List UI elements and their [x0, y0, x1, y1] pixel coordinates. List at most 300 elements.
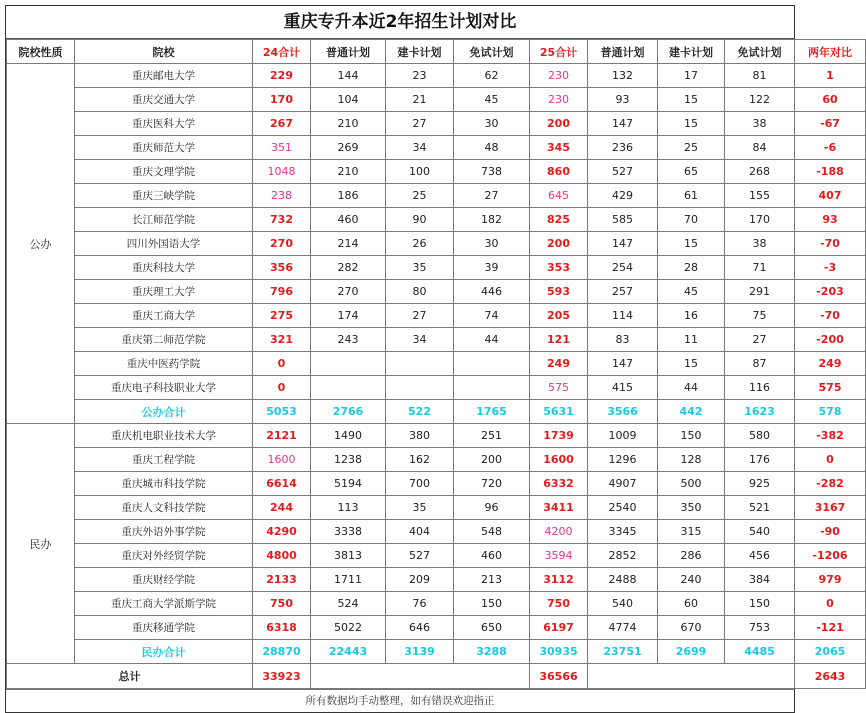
subtotal-value: 522 [386, 400, 454, 424]
total-25: 345 [530, 136, 588, 160]
regular-24: 214 [311, 232, 386, 256]
table-row [7, 568, 866, 592]
diff: -188 [795, 160, 866, 184]
card-25: 670 [658, 616, 725, 640]
diff: 575 [795, 376, 866, 400]
card-25: 15 [658, 232, 725, 256]
regular-25: 2488 [588, 568, 658, 592]
header-cell: 院校 [75, 40, 253, 64]
subtotal-value: 1765 [454, 400, 530, 424]
total-24: 6318 [253, 616, 311, 640]
exempt-25: 122 [725, 88, 795, 112]
exempt-25: 150 [725, 592, 795, 616]
footer-note: 所有数据均手动整理，如有错误欢迎指正 [6, 689, 794, 712]
table-row [7, 616, 866, 640]
total-24: 6614 [253, 472, 311, 496]
school-name: 重庆移通学院 [75, 616, 253, 640]
exempt-24: 200 [454, 448, 530, 472]
regular-24: 282 [311, 256, 386, 280]
regular-24: 270 [311, 280, 386, 304]
school-name: 重庆城市科技学院 [75, 472, 253, 496]
card-24: 527 [386, 544, 454, 568]
total-24: 275 [253, 304, 311, 328]
total-25: 6197 [530, 616, 588, 640]
card-24: 27 [386, 304, 454, 328]
school-name: 重庆科技大学 [75, 256, 253, 280]
exempt-24: 251 [454, 424, 530, 448]
school-name: 重庆文理学院 [75, 160, 253, 184]
diff: -67 [795, 112, 866, 136]
school-name: 重庆工商大学 [75, 304, 253, 328]
diff: -1206 [795, 544, 866, 568]
card-25: 70 [658, 208, 725, 232]
exempt-24 [454, 352, 530, 376]
exempt-25: 753 [725, 616, 795, 640]
diff: -3 [795, 256, 866, 280]
grand-total-row [7, 664, 866, 689]
sheet-title: 重庆专升本近2年招生计划对比 [6, 6, 794, 39]
card-24: 23 [386, 64, 454, 88]
diff: -90 [795, 520, 866, 544]
total-25: 6332 [530, 472, 588, 496]
regular-24: 174 [311, 304, 386, 328]
card-25: 315 [658, 520, 725, 544]
table-row [7, 448, 866, 472]
card-25: 150 [658, 424, 725, 448]
subtotal-value: 3139 [386, 640, 454, 664]
diff: -70 [795, 232, 866, 256]
total-24: 1600 [253, 448, 311, 472]
table-row [7, 136, 866, 160]
exempt-24: 30 [454, 112, 530, 136]
regular-25: 236 [588, 136, 658, 160]
card-25: 128 [658, 448, 725, 472]
regular-25: 429 [588, 184, 658, 208]
total-24: 0 [253, 376, 311, 400]
subtotal-value: 3566 [588, 400, 658, 424]
card-24: 27 [386, 112, 454, 136]
table-row [7, 256, 866, 280]
exempt-25: 38 [725, 232, 795, 256]
regular-25: 254 [588, 256, 658, 280]
diff: 979 [795, 568, 866, 592]
card-24: 80 [386, 280, 454, 304]
diff: 249 [795, 352, 866, 376]
exempt-24: 182 [454, 208, 530, 232]
header-cell: 院校性质 [7, 40, 75, 64]
subtotal-label: 公办合计 [75, 400, 253, 424]
exempt-24: 45 [454, 88, 530, 112]
category-cell: 公办 [7, 64, 75, 424]
total-25: 353 [530, 256, 588, 280]
exempt-24: 650 [454, 616, 530, 640]
regular-25: 83 [588, 328, 658, 352]
card-24: 90 [386, 208, 454, 232]
card-25: 11 [658, 328, 725, 352]
school-name: 重庆理工大学 [75, 280, 253, 304]
total-25: 4200 [530, 520, 588, 544]
table-row [7, 208, 866, 232]
exempt-25: 176 [725, 448, 795, 472]
diff: 60 [795, 88, 866, 112]
regular-25: 2540 [588, 496, 658, 520]
card-25: 500 [658, 472, 725, 496]
card-25: 17 [658, 64, 725, 88]
exempt-25: 38 [725, 112, 795, 136]
card-25: 25 [658, 136, 725, 160]
total-25: 645 [530, 184, 588, 208]
total-25: 200 [530, 232, 588, 256]
card-24: 76 [386, 592, 454, 616]
exempt-25: 84 [725, 136, 795, 160]
header-cell: 25合计 [530, 40, 588, 64]
plan-table [6, 39, 866, 689]
subtotal-value: 28870 [253, 640, 311, 664]
total-24: 4800 [253, 544, 311, 568]
exempt-24 [454, 376, 530, 400]
exempt-25: 87 [725, 352, 795, 376]
school-name: 重庆工商大学派斯学院 [75, 592, 253, 616]
total-25: 200 [530, 112, 588, 136]
exempt-24: 150 [454, 592, 530, 616]
total-24: 0 [253, 352, 311, 376]
school-name: 重庆三峡学院 [75, 184, 253, 208]
school-name: 重庆机电职业技术大学 [75, 424, 253, 448]
total-24: 267 [253, 112, 311, 136]
header-cell: 24合计 [253, 40, 311, 64]
exempt-24: 74 [454, 304, 530, 328]
regular-24: 144 [311, 64, 386, 88]
subtotal-value: 22443 [311, 640, 386, 664]
table-row [7, 352, 866, 376]
school-name: 重庆工程学院 [75, 448, 253, 472]
subtotal-value: 5631 [530, 400, 588, 424]
table-row [7, 376, 866, 400]
diff: -6 [795, 136, 866, 160]
regular-24: 104 [311, 88, 386, 112]
regular-24: 3813 [311, 544, 386, 568]
total-25: 3112 [530, 568, 588, 592]
exempt-25: 580 [725, 424, 795, 448]
total-24: 270 [253, 232, 311, 256]
exempt-25: 155 [725, 184, 795, 208]
header-cell: 普通计划 [311, 40, 386, 64]
exempt-24: 213 [454, 568, 530, 592]
regular-24: 210 [311, 112, 386, 136]
exempt-25: 291 [725, 280, 795, 304]
subtotal-value: 578 [795, 400, 866, 424]
exempt-25: 384 [725, 568, 795, 592]
total-24: 321 [253, 328, 311, 352]
exempt-24: 96 [454, 496, 530, 520]
total-24: 4290 [253, 520, 311, 544]
total-25: 825 [530, 208, 588, 232]
school-name: 重庆外语外事学院 [75, 520, 253, 544]
header-cell: 建卡计划 [658, 40, 725, 64]
exempt-24: 460 [454, 544, 530, 568]
table-row [7, 64, 866, 88]
school-name: 重庆师范大学 [75, 136, 253, 160]
school-name: 重庆中医药学院 [75, 352, 253, 376]
regular-25: 114 [588, 304, 658, 328]
total-25: 575 [530, 376, 588, 400]
table-row [7, 592, 866, 616]
school-name: 重庆财经学院 [75, 568, 253, 592]
exempt-24: 446 [454, 280, 530, 304]
subtotal-label: 民办合计 [75, 640, 253, 664]
regular-24: 186 [311, 184, 386, 208]
table-row [7, 472, 866, 496]
table-row [7, 520, 866, 544]
category-cell: 民办 [7, 424, 75, 664]
regular-24: 1490 [311, 424, 386, 448]
grand-total-25: 36566 [530, 664, 588, 689]
card-24: 34 [386, 328, 454, 352]
regular-25: 4774 [588, 616, 658, 640]
regular-25: 415 [588, 376, 658, 400]
school-name: 四川外国语大学 [75, 232, 253, 256]
exempt-24: 39 [454, 256, 530, 280]
header-row [7, 40, 866, 64]
diff: 3167 [795, 496, 866, 520]
school-name: 重庆交通大学 [75, 88, 253, 112]
school-name: 重庆医科大学 [75, 112, 253, 136]
total-24: 1048 [253, 160, 311, 184]
card-24: 209 [386, 568, 454, 592]
table-row [7, 544, 866, 568]
school-name: 长江师范学院 [75, 208, 253, 232]
total-24: 238 [253, 184, 311, 208]
exempt-24: 738 [454, 160, 530, 184]
card-24: 700 [386, 472, 454, 496]
card-24: 35 [386, 496, 454, 520]
regular-25: 585 [588, 208, 658, 232]
exempt-24: 27 [454, 184, 530, 208]
card-24: 162 [386, 448, 454, 472]
table-row [7, 184, 866, 208]
regular-25: 93 [588, 88, 658, 112]
table-row [7, 160, 866, 184]
regular-25: 132 [588, 64, 658, 88]
card-25: 16 [658, 304, 725, 328]
regular-25: 147 [588, 112, 658, 136]
table-row [7, 496, 866, 520]
exempt-24: 62 [454, 64, 530, 88]
card-24 [386, 352, 454, 376]
total-24: 229 [253, 64, 311, 88]
card-24: 100 [386, 160, 454, 184]
regular-24: 1711 [311, 568, 386, 592]
regular-24: 5022 [311, 616, 386, 640]
total-24: 732 [253, 208, 311, 232]
diff: 93 [795, 208, 866, 232]
total-24: 796 [253, 280, 311, 304]
regular-25: 257 [588, 280, 658, 304]
subtotal-value: 5053 [253, 400, 311, 424]
subtotal-value: 3288 [454, 640, 530, 664]
table-row [7, 328, 866, 352]
regular-24 [311, 352, 386, 376]
diff: 1 [795, 64, 866, 88]
regular-24: 1238 [311, 448, 386, 472]
card-25: 15 [658, 352, 725, 376]
card-25: 60 [658, 592, 725, 616]
regular-24 [311, 376, 386, 400]
total-24: 244 [253, 496, 311, 520]
diff: -70 [795, 304, 866, 328]
total-25: 3411 [530, 496, 588, 520]
regular-24: 3338 [311, 520, 386, 544]
subtotal-value: 23751 [588, 640, 658, 664]
diff: -282 [795, 472, 866, 496]
exempt-24: 48 [454, 136, 530, 160]
regular-24: 113 [311, 496, 386, 520]
exempt-24: 548 [454, 520, 530, 544]
table-row [7, 304, 866, 328]
exempt-24: 720 [454, 472, 530, 496]
grand-total-label: 总计 [7, 664, 253, 689]
table-row [7, 424, 866, 448]
school-name: 重庆邮电大学 [75, 64, 253, 88]
card-25: 350 [658, 496, 725, 520]
total-24: 750 [253, 592, 311, 616]
total-25: 750 [530, 592, 588, 616]
subtotal-value: 442 [658, 400, 725, 424]
total-25: 230 [530, 88, 588, 112]
diff: 407 [795, 184, 866, 208]
regular-25: 1009 [588, 424, 658, 448]
regular-25: 3345 [588, 520, 658, 544]
grand-total-24: 33923 [253, 664, 311, 689]
total-25: 593 [530, 280, 588, 304]
table-row [7, 232, 866, 256]
blank-cell [311, 664, 530, 689]
comparison-sheet [5, 5, 852, 713]
diff: 0 [795, 592, 866, 616]
exempt-25: 27 [725, 328, 795, 352]
header-cell: 普通计划 [588, 40, 658, 64]
total-25: 121 [530, 328, 588, 352]
exempt-25: 170 [725, 208, 795, 232]
total-25: 1600 [530, 448, 588, 472]
exempt-24: 44 [454, 328, 530, 352]
card-24: 25 [386, 184, 454, 208]
exempt-25: 268 [725, 160, 795, 184]
diff: 0 [795, 448, 866, 472]
table-row [7, 88, 866, 112]
school-name: 重庆第二师范学院 [75, 328, 253, 352]
regular-25: 527 [588, 160, 658, 184]
header-cell: 两年对比 [795, 40, 866, 64]
card-25: 240 [658, 568, 725, 592]
subtotal-value: 30935 [530, 640, 588, 664]
total-24: 2133 [253, 568, 311, 592]
diff: -121 [795, 616, 866, 640]
total-24: 2121 [253, 424, 311, 448]
card-24: 26 [386, 232, 454, 256]
total-25: 205 [530, 304, 588, 328]
card-24: 34 [386, 136, 454, 160]
exempt-25: 116 [725, 376, 795, 400]
card-25: 15 [658, 112, 725, 136]
regular-25: 540 [588, 592, 658, 616]
card-25: 45 [658, 280, 725, 304]
card-25: 61 [658, 184, 725, 208]
card-24 [386, 376, 454, 400]
subtotal-row [7, 400, 866, 424]
blank-cell [588, 664, 795, 689]
exempt-25: 521 [725, 496, 795, 520]
diff: -203 [795, 280, 866, 304]
subtotal-value: 2766 [311, 400, 386, 424]
total-25: 1739 [530, 424, 588, 448]
exempt-25: 71 [725, 256, 795, 280]
card-24: 646 [386, 616, 454, 640]
regular-24: 460 [311, 208, 386, 232]
subtotal-value: 4485 [725, 640, 795, 664]
total-25: 230 [530, 64, 588, 88]
total-24: 356 [253, 256, 311, 280]
subtotal-value: 2699 [658, 640, 725, 664]
exempt-24: 30 [454, 232, 530, 256]
regular-25: 2852 [588, 544, 658, 568]
regular-25: 147 [588, 232, 658, 256]
school-name: 重庆电子科技职业大学 [75, 376, 253, 400]
school-name: 重庆人文科技学院 [75, 496, 253, 520]
header-cell: 免试计划 [725, 40, 795, 64]
subtotal-row [7, 640, 866, 664]
card-25: 15 [658, 88, 725, 112]
total-25: 860 [530, 160, 588, 184]
diff: -382 [795, 424, 866, 448]
total-24: 170 [253, 88, 311, 112]
card-25: 65 [658, 160, 725, 184]
school-name: 重庆对外经贸学院 [75, 544, 253, 568]
subtotal-value: 1623 [725, 400, 795, 424]
card-25: 286 [658, 544, 725, 568]
diff: -200 [795, 328, 866, 352]
exempt-25: 540 [725, 520, 795, 544]
header-cell: 建卡计划 [386, 40, 454, 64]
card-24: 21 [386, 88, 454, 112]
table-row [7, 112, 866, 136]
card-24: 404 [386, 520, 454, 544]
regular-24: 5194 [311, 472, 386, 496]
card-24: 35 [386, 256, 454, 280]
card-24: 380 [386, 424, 454, 448]
table-row [7, 280, 866, 304]
subtotal-value: 2065 [795, 640, 866, 664]
exempt-25: 81 [725, 64, 795, 88]
regular-24: 243 [311, 328, 386, 352]
total-25: 249 [530, 352, 588, 376]
card-25: 44 [658, 376, 725, 400]
exempt-25: 75 [725, 304, 795, 328]
header-cell: 免试计划 [454, 40, 530, 64]
regular-25: 1296 [588, 448, 658, 472]
exempt-25: 456 [725, 544, 795, 568]
regular-24: 210 [311, 160, 386, 184]
regular-24: 269 [311, 136, 386, 160]
exempt-25: 925 [725, 472, 795, 496]
grand-total-diff: 2643 [795, 664, 866, 689]
regular-25: 147 [588, 352, 658, 376]
total-25: 3594 [530, 544, 588, 568]
regular-25: 4907 [588, 472, 658, 496]
total-24: 351 [253, 136, 311, 160]
card-25: 28 [658, 256, 725, 280]
regular-24: 524 [311, 592, 386, 616]
